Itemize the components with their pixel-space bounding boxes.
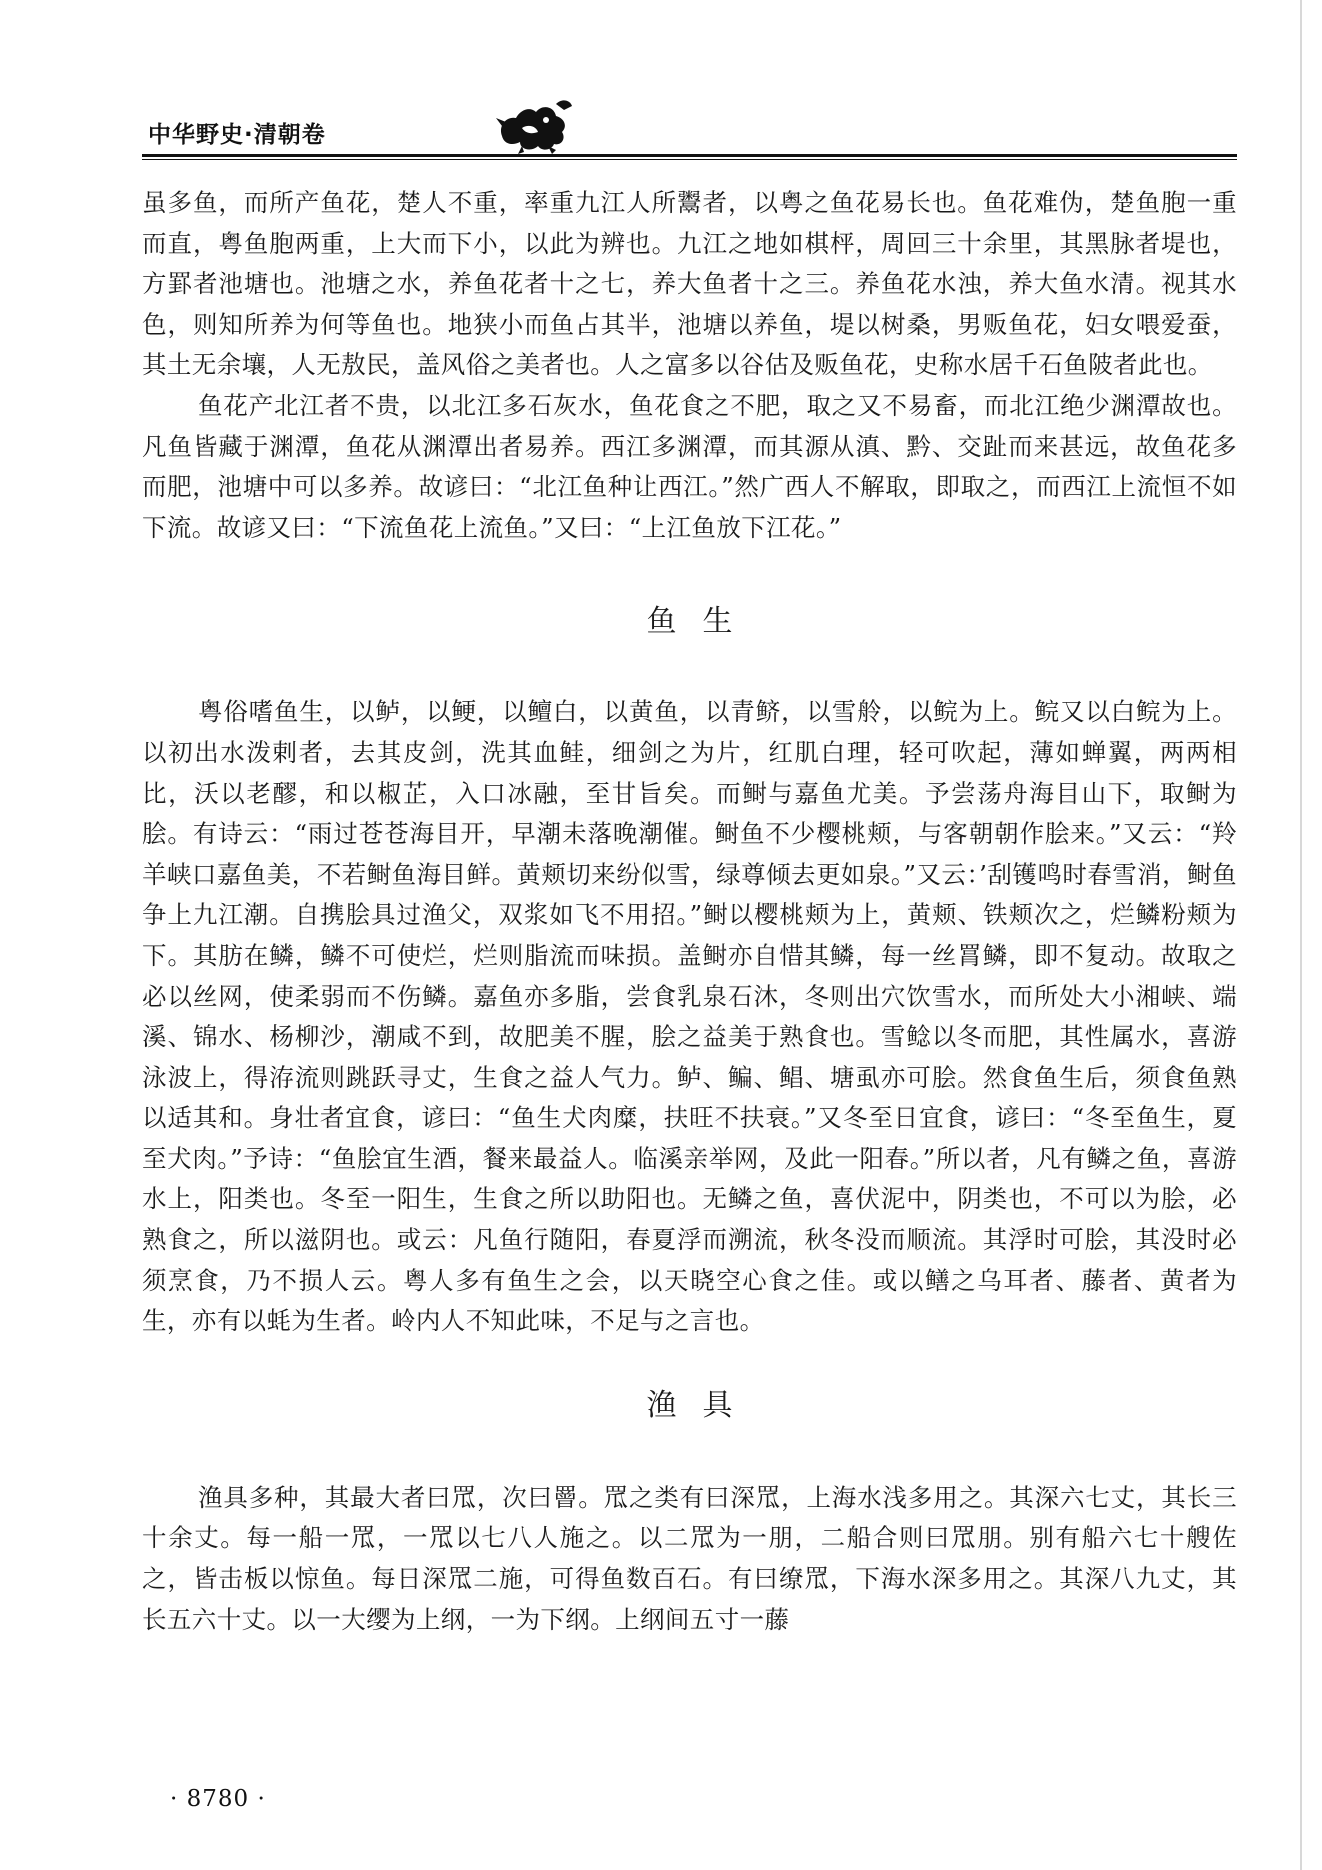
header-rule-thin [142, 159, 1237, 160]
paragraph-raw-fish: 粤俗嗜鱼生，以鲈，以鲠，以鳣白，以黄鱼，以青鲚，以雪舲，以鲩为上。鲩又以白鲩为上。以初出水泼剌者，去其皮剑，洗其血鲑，细剑之为片，红肌白理，轻可吹起，薄如蝉翼，两两相比，沃以老醪，和以椒芷，入口冰融，至甘旨矣。而鲥与嘉鱼尤美。予尝荡舟海目山下，取鲥为脍。有诗云：“雨过苍苍海目开，早潮未落晚潮催。鲥鱼不少樱桃颊，与客朝朝作脍来。”又云：“羚羊峡口嘉鱼美，不若鲥鱼海目鲜。黄颊切来纷似雪，绿尊倾去更如泉。”又云：’刮镬鸣时春雪消，鲥鱼争上九江潮。自携脍具过渔父，双浆如飞不用招。”鲥以樱桃颊为上，黄颊、铁颊次之，烂鳞粉颊为下。其肪在鳞，鳞不可使烂，烂则脂流而味损。盖鲥亦自惜其鳞，每一丝罥鳞，即不复动。故取之必以丝网，使柔弱而不伤鳞。嘉鱼亦多脂，尝食乳泉石沐，冬则出穴饮雪水，而所处大小湘峡、端溪、锦水、杨柳沙，潮咸不到，故肥美不腥，脍之益美于熟食也。雪鲶以冬而肥，其性属水，喜游泳波上，得洊流则跳跃寻丈，生食之益人气力。鲈、鳊、鲳、塘虱亦可脍。然食鱼生后，须食鱼熟以适其和。身壮者宜食，谚曰：“鱼生犬肉糜，扶旺不扶衰。”又冬至日宜食，谚曰：“冬至鱼生，夏至犬肉。”予诗：“鱼脍宜生酒，餐来最益人。临溪亲举网，及此一阳春。”所以者，凡有鳞之鱼，喜游水上，阳类也。冬至一阳生，生食之所以助阳也。无鳞之鱼，喜伏泥中，阴类也，不可以为脍，必熟食之，所以滋阴也。或云：凡鱼行随阳，春夏浮而溯流，秋冬没而顺流。其浮时可脍，其没时必须烹食，乃不损人云。粤人多有鱼生之会，以天晓空心食之佳。或以鳝之乌耳者、藤者、黄者为生，亦有以蚝为生者。岭内人不知此味，不足与之言也。 [142, 697, 1237, 1336]
scan-edge-shadow [1300, 0, 1302, 1870]
running-header [142, 96, 1237, 158]
page-body [142, 183, 1237, 1640]
page-number: · 8780 · [170, 1786, 266, 1812]
dragon-emblem-icon [492, 96, 576, 156]
section-title-raw-fish: 鱼生 [646, 604, 759, 640]
header-rule [142, 154, 1237, 157]
section-title-fishing-gear: 渔具 [646, 1387, 759, 1423]
book-title: 中华野史·清朝卷 [148, 122, 326, 148]
paragraph-fish-fry-trade: 虽多鱼，而所产鱼花，楚人不重，率重九江人所鬻者，以粤之鱼花易长也。鱼花难伪，楚鱼胞一重而直，粤鱼胞两重，上大而下小，以此为辨也。九江之地如棋枰，周回三十余里，其黑脉者堤也，方罫者池塘也。池塘之水，养鱼花者十之七，养大鱼者十之三。养鱼花水浊，养大鱼水清。视其水色，则知所养为何等鱼也。地狭小而鱼占其半，池塘以养鱼，堤以树桑，男贩鱼花，妇女喂爱蚕，其土无余壤，人无敖民，盖风俗之美者也。人之富多以谷估及贩鱼花，史称水居千石鱼陂者此也。 [142, 188, 1237, 380]
paragraph-fishing-gear: 渔具多种，其最大者曰罛，次曰罾。罛之类有曰深罛，上海水浅多用之。其深六七丈，其长三十余丈。每一船一罛，一罛以七八人施之。以二罛为一朋，二船合则曰罛朋。别有船六七十艘佐之，皆击板以惊鱼。每日深罛二施，可得鱼数百石。有曰缭罛，下海水深多用之。其深八九丈，其长五六十丈。以一大缨为上纲，一为下纲。上纲间五寸一藤 [142, 1482, 1237, 1634]
paragraph-north-river: 鱼花产北江者不贵，以北江多石灰水，鱼花食之不肥，取之又不易畜，而北江绝少渊潭故也。凡鱼皆藏于渊潭，鱼花从渊潭出者易养。西江多渊潭，而其源从滇、黔、交趾而来甚远，故鱼花多而肥，池塘中可以多养。故谚曰：“北江鱼种让西江。”然广西人不解取，即取之，而西江上流恒不如下流。故谚又曰：“下流鱼花上流鱼。”又曰：“上江鱼放下江花。” [142, 390, 1237, 542]
